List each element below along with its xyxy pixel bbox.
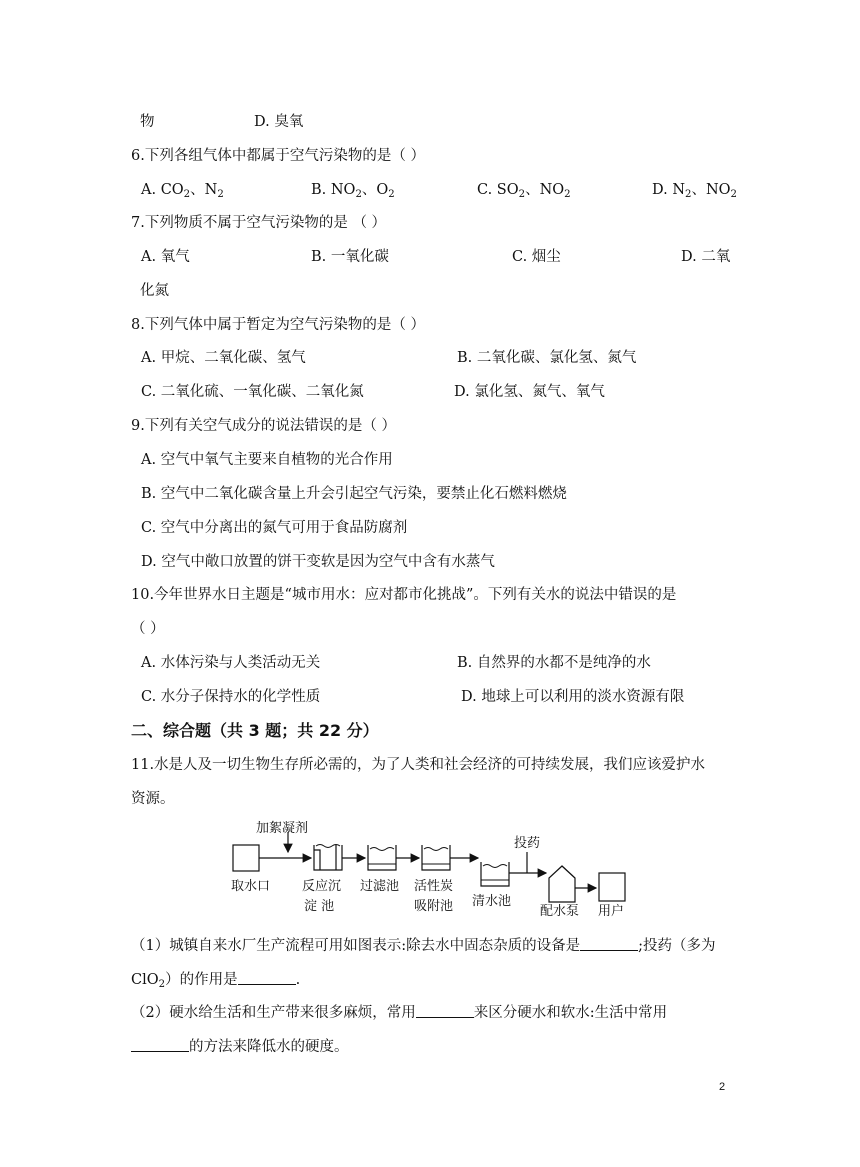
- label-dosing: 投药: [514, 836, 541, 851]
- q11-part2-cont: 的方法来降低水的硬度。: [131, 1037, 349, 1057]
- q6-stem: 6.下列各组气体中都属于空气污染物的是（ ）: [131, 148, 425, 164]
- answer-blank[interactable]: [580, 936, 638, 951]
- q8-option-c: C. 二氧化硫、一氧化碳、二氧化氮: [141, 384, 364, 400]
- q7-option-c: C. 烟尘: [512, 249, 561, 265]
- q6-option-c: C. $SO_2$、$NO_2$: [477, 182, 571, 200]
- q10-stem-cont: （ ）: [131, 621, 165, 637]
- q10-option-d: D. 地球上可以利用的淡水资源有限: [461, 689, 685, 705]
- sedimentation-tank: [314, 845, 342, 870]
- q8-stem: 8.下列气体中属于暂定为空气污染物的是（ ）: [131, 317, 425, 333]
- label-user: 用户: [598, 904, 625, 919]
- label-pump: 配水泵: [540, 904, 580, 919]
- q11-part2: （2）硬水给生活和生产带来很多麻烦，常用 来区分硬水和软水:生活中常用: [131, 1005, 668, 1021]
- pump: [549, 866, 575, 902]
- q11-stem: 11.水是人及一切生物生存所必需的，为了人类和社会经济的可持续发展，我们应该爱护水: [131, 757, 706, 773]
- q8-option-a: A. 甲烷、二氧化碳、氢气: [141, 350, 306, 366]
- intake-box: [233, 845, 259, 871]
- answer-blank[interactable]: [131, 1037, 189, 1052]
- label-carbon-2: 吸附池: [414, 899, 454, 914]
- q5-option-a-tail: 物: [140, 114, 155, 130]
- filter-tank: [368, 845, 396, 870]
- q11-part1-cont: ClO$_2$）的作用是 .: [131, 972, 301, 990]
- label-intake: 取水口: [231, 879, 271, 894]
- q8-option-b: B. 二氧化碳、氯化氢、氮气: [457, 350, 637, 366]
- q10-option-b: B. 自然界的水都不是纯净的水: [457, 655, 651, 671]
- q9-stem: 9.下列有关空气成分的说法错误的是（ ）: [131, 418, 396, 434]
- q9-option-c: C. 空气中分离出的氮气可用于食品防腐剂: [141, 520, 408, 536]
- carbon-tank: [422, 845, 450, 870]
- q11-stem-cont: 资源。: [131, 791, 175, 807]
- label-carbon-1: 活性炭: [414, 879, 454, 894]
- label-clear: 清水池: [472, 894, 512, 909]
- q10-option-c: C. 水分子保持水的化学性质: [141, 689, 321, 705]
- q11-part1: （1）城镇自来水厂生产流程可用如图表示:除去水中固态杂质的设备是 ;投药（多为: [131, 938, 716, 954]
- label-sedimentation-1: 反应沉: [302, 879, 342, 894]
- q7-option-d-cont: 化氮: [140, 283, 169, 299]
- q7-option-a: A. 氧气: [141, 249, 190, 265]
- label-sedimentation-2: 淀 池: [304, 899, 335, 914]
- q9-option-b: B. 空气中二氧化碳含量上升会引起空气污染，要禁止化石燃料燃烧: [141, 486, 567, 502]
- label-filter: 过滤池: [360, 879, 400, 894]
- q10-option-a: A. 水体污染与人类活动无关: [141, 655, 321, 671]
- q7-stem: 7.下列物质不属于空气污染物的是 （ ）: [131, 215, 387, 231]
- q9-option-a: A. 空气中氧气主要来自植物的光合作用: [141, 452, 393, 468]
- answer-blank[interactable]: [416, 1003, 474, 1018]
- label-coagulant: 加絮凝剂: [256, 821, 309, 836]
- answer-blank[interactable]: [238, 970, 296, 985]
- q6-option-a: A. $CO_2$、$N_2$: [141, 182, 224, 200]
- q7-option-d: D. 二氧: [681, 249, 731, 265]
- section-title: 二、综合题（共 3 题；共 22 分）: [131, 721, 379, 740]
- q6-option-d: D. $N_2$、$NO_2$: [652, 182, 737, 200]
- clear-water-tank: [481, 862, 509, 886]
- q7-option-b: B. 一氧化碳: [311, 249, 389, 265]
- user-box: [599, 873, 625, 901]
- q10-stem: 10.今年世界水日主题是“城市用水：应对都市化挑战”。下列有关水的说法中错误的是: [131, 587, 677, 603]
- page-number: 2: [719, 1081, 726, 1093]
- q9-option-d: D. 空气中敞口放置的饼干变软是因为空气中含有水蒸气: [141, 554, 495, 570]
- q6-option-b: B. $NO_2$、$O_2$: [311, 182, 395, 200]
- q5-option-d: D. 臭氧: [254, 114, 304, 130]
- q8-option-d: D. 氯化氢、氮气、氧气: [454, 384, 605, 400]
